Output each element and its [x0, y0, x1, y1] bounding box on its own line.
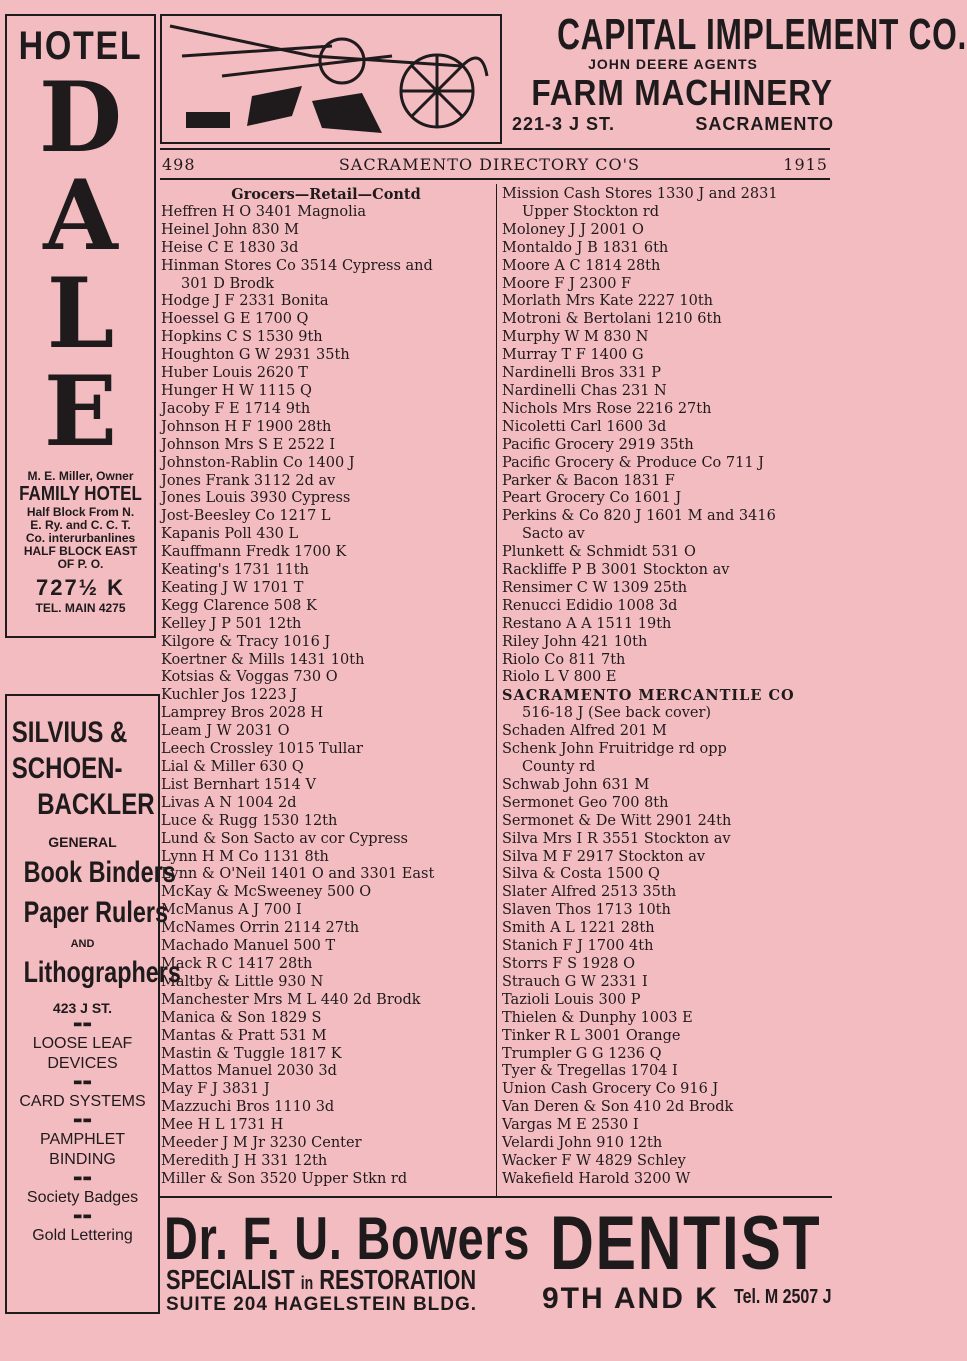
directory-entry: Motroni & Bertolani 1210 6th	[502, 311, 722, 328]
directory-entry: Storrs F S 1928 O	[502, 955, 636, 972]
directory-entry-continuation: County rd	[522, 759, 596, 775]
directory-entry: Sermonet Geo 700 8th	[502, 794, 669, 811]
page-title: SACRAMENTO DIRECTORY CO'S	[338, 154, 640, 174]
hotel-letter-l: L	[46, 257, 115, 370]
binders-heading: Paper Rulers	[23, 896, 168, 929]
dentist-tel: Tel. M 2507 J	[734, 1286, 832, 1308]
directory-entry: Slaven Thos 1713 10th	[502, 902, 671, 919]
capital-address	[512, 114, 834, 135]
directory-entry: Rensimer C W 1309 25th	[502, 579, 688, 596]
plow-icon	[162, 16, 500, 142]
divider-ornament-icon: ▬▬	[73, 1211, 92, 1222]
directory-entry: Lial & Miller 630 Q	[161, 759, 304, 775]
binders-service: PAMPHLET BINDING	[39, 1131, 126, 1168]
directory-entry: Lamprey Bros 2028 H	[161, 705, 324, 722]
directory-entry: Luce & Rugg 1530 12th	[161, 812, 338, 829]
directory-entry: Nardinelli Bros 331 P	[502, 365, 662, 382]
dentist-ad	[160, 1196, 832, 1314]
directory-entry-continuation: 516-18 J (See back cover)	[522, 705, 712, 722]
directory-entry: Silva & Costa 1500 Q	[502, 866, 660, 883]
column-divider	[496, 184, 497, 1196]
directory-entry: Lynn & O'Neil 1401 O and 3301 East	[161, 866, 435, 883]
directory-entry: Silva Mrs I R 3551 Stockton av	[502, 830, 731, 847]
directory-entry: Restano A A 1511 19th	[502, 615, 672, 632]
divider-ornament-icon: ▬▬	[73, 1077, 92, 1088]
binders-and: AND	[70, 938, 95, 950]
directory-entry: Riolo L V 800 E	[502, 669, 617, 686]
directory-entry: Velardi John 910 12th	[502, 1135, 663, 1152]
directory-entry: Livas A N 1004 2d	[161, 794, 297, 811]
binders-name: BACKLER	[37, 788, 155, 821]
directory-entry: Johnson Mrs S E 2522 I	[161, 436, 336, 453]
directory-entry: Stanich F J 1700 4th	[502, 938, 654, 955]
hotel-family: FAMILY HOTEL	[19, 483, 142, 505]
hotel-letter-d: D	[38, 61, 123, 174]
directory-entry: List Bernhart 1514 V	[161, 776, 316, 793]
directory-entry: Schaden Alfred 201 M	[502, 723, 667, 740]
directory-entry: Parker & Bacon 1831 F	[502, 472, 675, 489]
directory-entry: Huber Louis 2620 T	[161, 365, 308, 382]
directory-entry: Hinman Stores Co 3514 Cypress and	[161, 257, 433, 274]
binders-heading: Book Binders	[23, 856, 176, 889]
directory-entry: Strauch G W 2331 I	[502, 973, 648, 990]
directory-entry: Hunger H W 1115 Q	[161, 382, 312, 399]
dentist-corner: 9TH AND K	[542, 1282, 719, 1315]
directory-entry: Pacific Grocery 2919 35th	[502, 436, 694, 453]
capital-name: CAPITAL IMPLEMENT CO.	[557, 10, 967, 59]
directory-entry: Vargas M E 2530 I	[502, 1117, 639, 1134]
directory-entry: Manica & Son 1829 S	[161, 1009, 322, 1026]
directory-entry: Keating's 1731 11th	[161, 562, 309, 579]
directory-entry: SACRAMENTO MERCANTILE CO	[502, 687, 795, 705]
directory-entry: Miller & Son 3520 Upper Stkn rd	[161, 1170, 408, 1187]
directory-entry: Hopkins C S 1530 9th	[161, 329, 323, 346]
directory-entry: Mission Cash Stores 1330 J and 2831	[502, 186, 778, 202]
directory-entry: Thielen & Dunphy 1003 E	[502, 1009, 693, 1026]
directory-entry: Hodge J F 2331 Bonita	[161, 293, 329, 310]
directory-entry: Mack R C 1417 28th	[161, 955, 313, 972]
hotel-letter-e: E	[43, 355, 118, 468]
dentist-specialty-a: SPECIALIST	[166, 1264, 295, 1295]
dentist-specialty-b: RESTORATION	[319, 1264, 477, 1295]
directory-entry: Jacoby F E 1714 9th	[161, 400, 311, 417]
dentist-title: DENTIST	[550, 1201, 822, 1286]
running-head	[160, 148, 830, 180]
directory-entry: Leam J W 2031 O	[161, 723, 290, 740]
directory-entry: Maltby & Little 930 N	[161, 973, 324, 990]
page-year: 1915	[783, 154, 828, 174]
binders-service: Society Badges	[26, 1189, 139, 1206]
page-number: 498	[162, 154, 196, 174]
directory-entry: Sermonet & De Witt 2901 24th	[502, 812, 732, 829]
directory-entry: Meeder J M Jr 3230 Center	[161, 1135, 362, 1152]
directory-entry: McManus A J 700 I	[161, 902, 302, 919]
directory-entry: Nicoletti Carl 1600 3d	[502, 418, 667, 435]
directory-entry: Moore A C 1814 28th	[502, 257, 661, 274]
directory-entry: Johnson H F 1900 28th	[161, 418, 332, 435]
directory-entry: Leech Crossley 1015 Tullar	[161, 741, 363, 758]
dentist-specialty	[166, 1264, 476, 1296]
divider-ornament-icon: ▬▬	[73, 1173, 92, 1184]
directory-entry: Mattos Manuel 2030 3d	[161, 1063, 337, 1080]
hotel-letter-a: A	[43, 159, 118, 272]
capital-line: FARM MACHINERY	[531, 72, 833, 113]
directory-entry: May F J 3831 J	[161, 1081, 270, 1098]
directory-entry: Tazioli Louis 300 P	[502, 991, 641, 1008]
hotel-line: OF P. O.	[57, 557, 104, 571]
directory-entry: Nardinelli Chas 231 N	[502, 382, 667, 399]
directory-entry: Montaldo J B 1831 6th	[502, 239, 669, 256]
directory-entry: Renucci Edidio 1008 3d	[502, 597, 678, 614]
directory-entry: Plunkett & Schmidt 531 O	[502, 544, 696, 561]
directory-entry: Murphy W M 830 N	[502, 329, 649, 346]
directory-entry: Silva M F 2917 Stockton av	[502, 848, 706, 865]
directory-entry: Murray T F 1400 G	[502, 347, 644, 364]
directory-entry: Union Cash Grocery Co 916 J	[502, 1081, 719, 1098]
directory-entry: Schwab John 631 M	[502, 776, 650, 793]
directory-entry: Heise C E 1830 3d	[161, 239, 299, 256]
directory-entry: Trumpler G G 1236 Q	[502, 1045, 662, 1062]
directory-entry: Moore F J 2300 F	[502, 275, 632, 292]
directory-entry: Manchester Mrs M L 440 2d Brodk	[161, 991, 421, 1008]
dentist-specialty-in: in	[300, 1273, 314, 1293]
directory-entry: Mastin & Tuggle 1817 K	[161, 1045, 342, 1062]
directory-entry: Riley John 421 10th	[502, 633, 648, 650]
binders-heading: Lithographers	[23, 956, 181, 989]
directory-entry: Jones Frank 3112 2d av	[161, 472, 336, 489]
directory-entry: Tyer & Tregellas 1704 I	[502, 1063, 678, 1080]
binders-name: SCHOEN-	[11, 752, 123, 785]
binders-general: GENERAL	[48, 834, 117, 850]
binders-street: 423 J ST.	[52, 1000, 113, 1016]
hotel-line: Half Block From N.	[26, 505, 135, 519]
hotel-owner: M. E. Miller, Owner	[27, 469, 134, 483]
directory-entry: Tinker R L 3001 Orange	[502, 1027, 681, 1044]
plow-illustration	[160, 14, 502, 144]
directory-entry: McNames Orrin 2114 27th	[161, 920, 360, 937]
directory-entry: Wakefield Harold 3200 W	[502, 1170, 691, 1187]
directory-entry: Heinel John 830 M	[161, 221, 299, 238]
directory-entry: Lund & Son Sacto av cor Cypress	[161, 830, 408, 847]
hotel-dale-ad	[5, 14, 156, 638]
directory-entry: Hoessel G E 1700 Q	[161, 311, 309, 328]
directory-entry: Lynn H M Co 1131 8th	[161, 848, 329, 865]
directory-entry: Mee H L 1731 H	[161, 1117, 284, 1134]
directory-entry: Jost-Beesley Co 1217 L	[161, 508, 331, 525]
directory-entry: Smith A L 1221 28th	[502, 920, 655, 937]
directory-entry: Perkins & Co 820 J 1601 M and 3416	[502, 508, 776, 525]
directory-entry: Kuchler Jos 1223 J	[161, 687, 297, 704]
directory-column-2	[502, 186, 832, 1189]
hotel-line: HALF BLOCK EAST	[23, 544, 138, 558]
directory-entry: Pacific Grocery & Produce Co 711 J	[502, 454, 764, 471]
directory-entry: Peart Grocery Co 1601 J	[502, 490, 682, 507]
hotel-address: 727½ K	[35, 575, 126, 600]
directory-entry: Morlath Mrs Kate 2227 10th	[502, 293, 714, 310]
binders-service: CARD SYSTEMS	[19, 1093, 146, 1110]
directory-entry: Van Deren & Son 410 2d Brodk	[502, 1099, 734, 1116]
directory-entry: Riolo Co 811 7th	[502, 651, 626, 668]
binders-name: SILVIUS &	[11, 716, 128, 749]
directory-entry: Slater Alfred 2513 35th	[502, 884, 677, 901]
directory-entry-continuation: Upper Stockton rd	[522, 203, 660, 220]
hotel-word: HOTEL	[18, 24, 143, 68]
directory-entry-continuation: Sacto av	[522, 526, 585, 543]
capital-street: 221-3 J ST.	[512, 114, 616, 134]
hotel-line: E. Ry. and C. C. T.	[30, 518, 131, 532]
directory-entry: Kegg Clarence 508 K	[161, 597, 317, 614]
directory-entry: Kauffmann Fredk 1700 K	[161, 544, 347, 561]
column-heading: Grocers—Retail—Contd	[231, 186, 421, 203]
dentist-suite: SUITE 204 HAGELSTEIN BLDG.	[166, 1294, 478, 1315]
directory-entry: Mazzuchi Bros 1110 3d	[161, 1099, 335, 1116]
directory-entry: McKay & McSweeney 500 O	[161, 884, 372, 901]
capital-agents: JOHN DEERE AGENTS	[588, 56, 758, 72]
directory-entry-continuation: 301 D Brodk	[181, 275, 274, 292]
hotel-tel: TEL. MAIN 4275	[35, 601, 126, 615]
directory-entry: Machado Manuel 500 T	[161, 938, 336, 955]
hotel-line: Co. interurbanlines	[25, 531, 136, 545]
dentist-name: Dr. F. U. Bowers	[164, 1205, 531, 1272]
directory-entry: Rackliffe P B 3001 Stockton av	[502, 562, 730, 579]
binders-service: LOOSE LEAF DEVICES	[32, 1035, 133, 1072]
directory-entry: Houghton G W 2931 35th	[161, 347, 350, 364]
divider-ornament-icon: ▬▬	[73, 1019, 92, 1030]
directory-entry: Heffren H O 3401 Magnolia	[161, 203, 367, 220]
directory-entry: Kapanis Poll 430 L	[161, 526, 299, 543]
directory-entry: Schenk John Fruitridge rd opp	[502, 741, 727, 758]
directory-entry: Moloney J J 2001 O	[502, 221, 644, 238]
directory-entry: Kilgore & Tracy 1016 J	[161, 633, 331, 650]
directory-entry: Kelley J P 501 12th	[161, 615, 302, 632]
directory-entry: Jones Louis 3930 Cypress	[161, 490, 351, 507]
binders-service: Gold Lettering	[32, 1227, 133, 1244]
binders-ad	[5, 694, 181, 1314]
directory-entry: Johnston-Rablin Co 1400 J	[161, 454, 355, 471]
directory-entry: Koertner & Mills 1431 10th	[161, 651, 365, 668]
capital-implement-ad	[512, 10, 967, 135]
capital-city: SACRAMENTO	[695, 114, 834, 134]
directory-entry: Meredith J H 331 12th	[161, 1152, 328, 1169]
directory-entry: Kotsias & Voggas 730 O	[161, 669, 338, 686]
directory-entry: Wacker F W 4829 Schley	[502, 1152, 686, 1169]
divider-ornament-icon: ▬▬	[73, 1115, 92, 1126]
directory-entry: Keating J W 1701 T	[161, 579, 304, 596]
directory-entry: Nichols Mrs Rose 2216 27th	[502, 400, 712, 417]
directory-entry: Mantas & Pratt 531 M	[161, 1027, 327, 1044]
directory-column-1	[161, 186, 491, 1189]
